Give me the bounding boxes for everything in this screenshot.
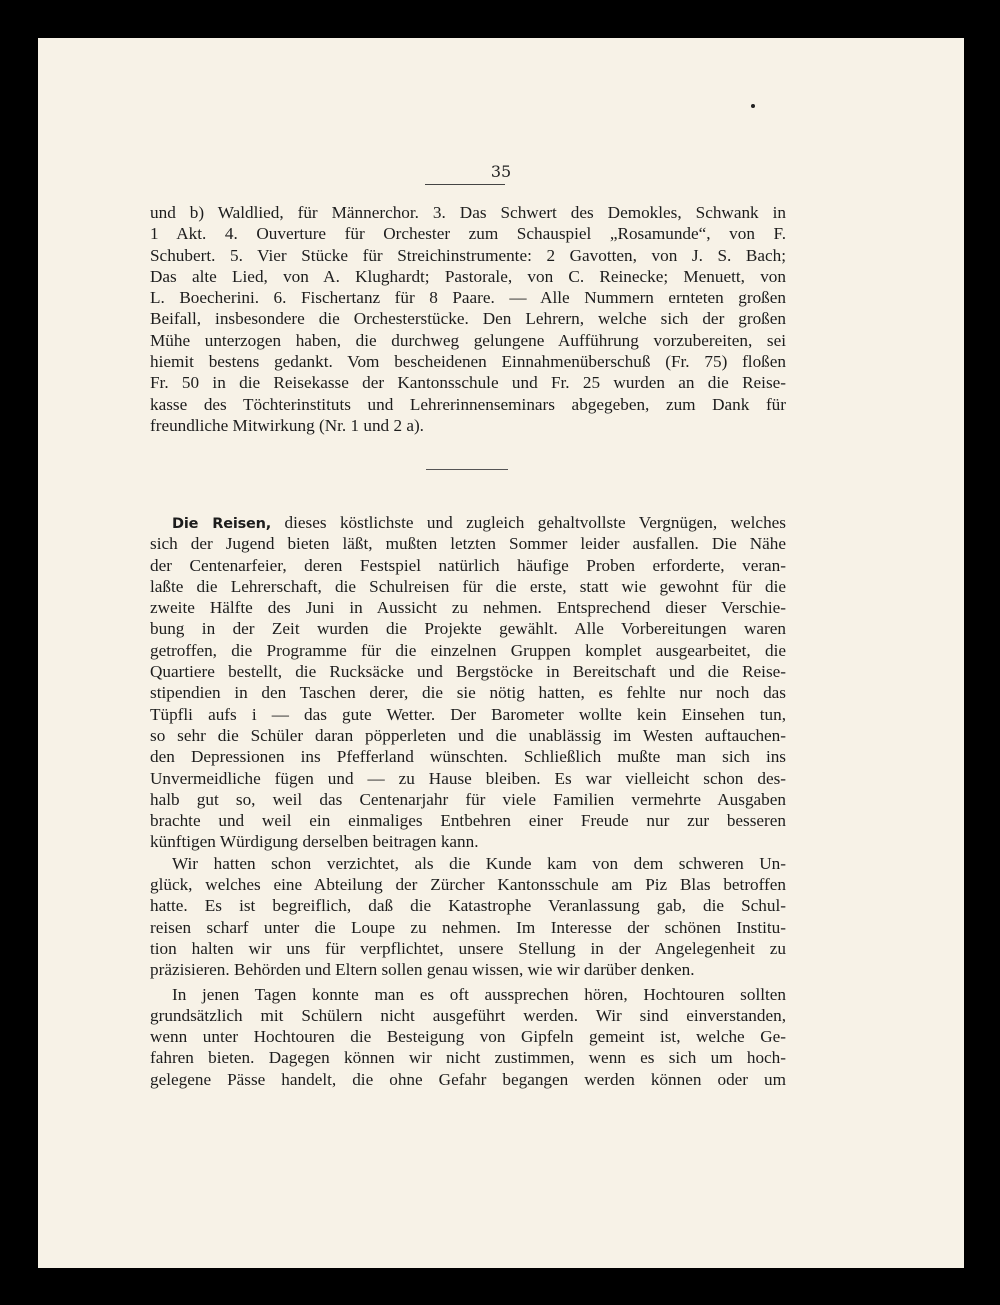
text-line: In jenen Tagen konnte man es oft aussprechen hören, Hochtouren sollten (172, 984, 786, 1004)
text-line: grundsätzlich mit Schülern nicht ausgeführt werden. Wir sind einverstanden, (150, 1005, 786, 1025)
text-line-first (150, 512, 786, 533)
text-line: und b) Waldlied, für Männerchor. 3. Das Schwert des Demokles, Schwank in (150, 203, 786, 222)
text-line: wenn unter Hochtouren die Besteigung von Gipfeln gemeint ist, welche Ge- (150, 1027, 786, 1047)
document-page (38, 38, 964, 1268)
text-line: Das alte Lied, von A. Klughardt; Pastorale, von C. Reinecke; Menuett, von (150, 266, 786, 286)
text-line: kasse des Töchterinstituts und Lehrerinnenseminars abgegeben, zum Dank für (150, 394, 786, 414)
text-line: den Depressionen ins Pfefferland wünschten. Schließlich mußte man sich ins (150, 747, 786, 767)
text-line: brachte und weil ein einmaliges Entbehren einer Freude nur zur besseren (150, 811, 786, 831)
text-line: der Centenarfeier, deren Festspiel natürlich häufige Proben erforderte, veran- (150, 555, 786, 575)
text-line: präzisieren. Behörden und Eltern sollen genau wissen, wie wir darüber denken. (150, 960, 695, 980)
text-line: Beifall, insbesondere die Orchesterstücke. Den Lehrern, welche sich der großen (150, 309, 786, 329)
text-line: 1 Akt. 4. Ouverture für Orchester zum Schauspiel „Rosamunde“, von F. (150, 224, 786, 244)
text-line: zweite Hälfte des Juni in Aussicht zu nehmen. Entsprechend dieser Verschie- (150, 598, 786, 618)
paragraph-reisen (150, 512, 786, 1090)
text-line: künftigen Würdigung derselben beitragen kann. (150, 832, 479, 852)
text-line: hatte. Es ist begreiflich, daß die Katastrophe Veranlassung gab, die Schul- (150, 896, 786, 916)
text-line: so sehr die Schüler daran pöpperleten und die unablässig im Westen auftauchen- (150, 725, 786, 745)
text-line: sich der Jugend bieten läßt, mußten letzten Sommer leider ausfallen. Die Nähe (150, 534, 786, 554)
text-line: L. Boecherini. 6. Fischertanz für 8 Paare. — Alle Nummern ernteten großen (150, 288, 786, 308)
text-line: Fr. 50 in die Reisekasse der Kantonsschule und Fr. 25 wurden an die Reise- (150, 373, 786, 393)
section-divider (426, 469, 508, 470)
text-line: stipendien in den Taschen derer, die sie nötig hatten, es fehlte nur noch das (150, 683, 786, 703)
ink-dot (751, 104, 755, 108)
text-line: Tüpfli aufs i — das gute Wetter. Der Barometer wollte kein Einsehen tun, (150, 704, 786, 724)
page-number-rule (425, 184, 505, 185)
text-line: laßte die Lehrerschaft, die Schulreisen für die erste, statt wie gewohnt für die (150, 576, 786, 596)
text-line: bung in der Zeit wurden die Projekte gewählt. Alle Vorbereitungen waren (150, 619, 786, 639)
text-line: freundliche Mitwirkung (Nr. 1 und 2 a). (150, 415, 424, 435)
text-line: glück, welches eine Abteilung der Zürcher Kantonsschule am Piz Blas betroffen (150, 875, 786, 895)
text-line: tion halten wir uns für verpflichtet, unsere Stellung in der Angelegenheit zu (150, 938, 786, 958)
text-line: Schubert. 5. Vier Stücke für Streichinstrumente: 2 Gavotten, von J. S. Bach; (150, 245, 786, 265)
paragraph-program (150, 202, 786, 436)
page-number: 35 (490, 162, 512, 181)
text-fragment: dieses köstlichste und zugleich gehaltvollste Vergnügen, welches (271, 513, 786, 532)
text-line: Unvermeidliche fügen und — zu Hause bleiben. Es war vielleicht schon des- (150, 768, 786, 788)
text-line: halb gut so, weil das Centenarjahr für viele Familien vermehrte Ausgaben (150, 789, 786, 809)
text-line: reisen scharf unter die Loupe zu nehmen. Im Interesse der schönen Institu- (150, 917, 786, 937)
text-line: fahren bieten. Dagegen können wir nicht zustimmen, wenn es sich um hoch- (150, 1048, 786, 1068)
section-heading: Die Reisen, (172, 516, 272, 532)
text-line: Wir hatten schon verzichtet, als die Kunde kam von dem schweren Un- (172, 853, 786, 873)
text-line: hiemit bestens gedankt. Vom bescheidenen Einnahmenüberschuß (Fr. 75) floßen (150, 352, 786, 372)
text-line: gelegene Pässe handelt, die ohne Gefahr begangen werden können oder um (150, 1069, 786, 1089)
text-line: Mühe unterzogen haben, die durchweg gelungene Aufführung vorzubereiten, sei (150, 330, 786, 350)
text-line: getroffen, die Programme für die einzelnen Gruppen komplet ausgearbeitet, die (150, 640, 786, 660)
text-line: Quartiere bestellt, die Rucksäcke und Bergstöcke in Bereitschaft und die Reise- (150, 662, 786, 682)
